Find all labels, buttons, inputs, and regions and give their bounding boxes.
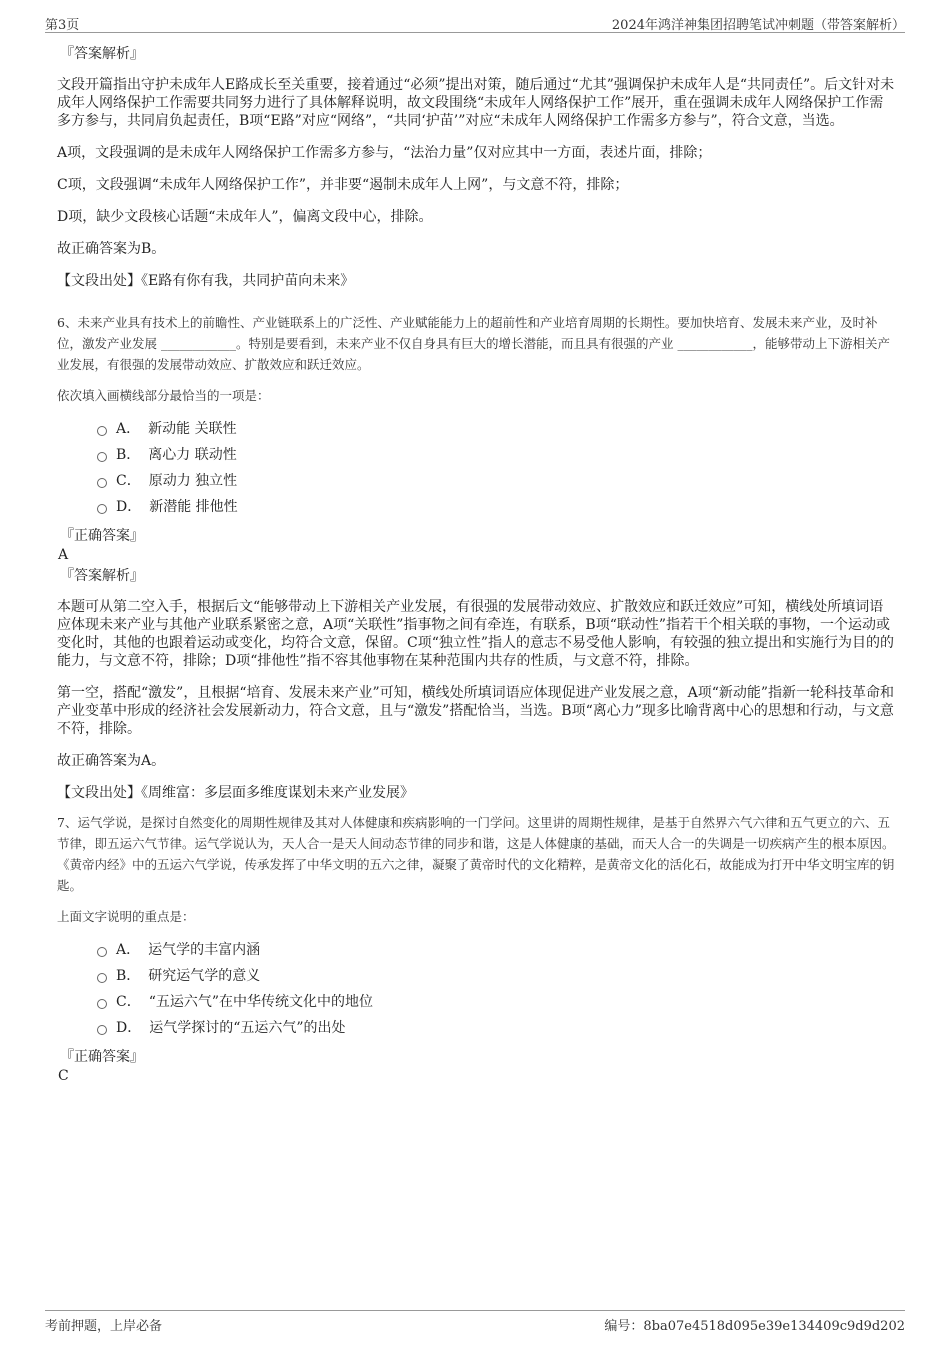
analysis-paragraph: C项，文段强调“未成年人网络保护工作”，并非要“遏制未成年人上网”，与文意不符，排除； <box>57 177 629 193</box>
document-id: 编号：8ba07e4518d095e39e134409c9d9d202 <box>604 1319 905 1334</box>
source-citation: 【文段出处】《周维富：多层面多维度谋划未来产业发展》 <box>57 785 414 801</box>
analysis-paragraph: 故正确答案为A。 <box>57 753 166 769</box>
option-list <box>97 416 897 520</box>
page-header <box>45 12 905 33</box>
radio-icon[interactable] <box>97 999 107 1009</box>
option-d[interactable]: D． 新潜能 排他性 <box>97 494 897 520</box>
footer-slogan: 考前押题，上岸必备 <box>45 1319 163 1334</box>
answer-value: A <box>58 547 69 563</box>
radio-icon[interactable] <box>97 973 107 983</box>
analysis-paragraph: A项，文段强调的是未成年人网络保护工作需多方参与，“法治力量”仅对应其中一方面，表述片面，排除； <box>57 145 712 161</box>
analysis-label: 『答案解析』 <box>60 568 144 584</box>
question-prompt: 依次填入画横线部分最恰当的一项是： <box>57 388 270 403</box>
answer-label: 『正确答案』 <box>60 1049 144 1065</box>
option-d[interactable]: D． 运气学探讨的“五运六气”的出处 <box>97 1015 897 1041</box>
option-b[interactable]: B． 离心力 联动性 <box>97 442 897 468</box>
option-list <box>97 937 897 1041</box>
analysis-paragraph: 文段开篇指出守护未成年人E路成长至关重要，接着通过“必须”提出对策，随后通过“尤其”强调保护未成年人是“共同责任”。后文针对未成年人网络保护工作需要共同努力进行了具体解释说明，故文段围绕“未成年人网络保护工作”展开，重在强调未成年人网络保护工作需多方参与，共同肩负起责任，B项“E路”对应“网络”，“共同‘护苗’”对应“未成年人网络保护工作需多方参与”，符合文意，当选。 <box>57 77 895 129</box>
page-number: 第3页 <box>45 18 80 33</box>
question-prompt: 上面文字说明的重点是： <box>57 909 195 924</box>
radio-icon[interactable] <box>97 478 107 488</box>
radio-icon[interactable] <box>97 504 107 514</box>
question-stem: 7、运气学说，是探讨自然变化的周期性规律及其对人体健康和疾病影响的一门学问。这里讲的周期性规律，是基于自然界六气六律和五气更立的六、五节律，即五运六气节律。运气学说认为，天人合一是天人间动态节律的同步和谐，这是人体健康的基础，而天人合一的失调是一切疾病产生的根本原因。《黄帝内经》中的五运六气学说，传承发挥了中华文明的五六之律，凝聚了黄帝时代的文化精粹，是黄帝文化的活化石，故能成为打开中华文明宝库的钥匙。 <box>57 815 895 893</box>
source-citation: 【文段出处】《E路有你有我，共同护苗向未来》 <box>57 273 355 289</box>
radio-icon[interactable] <box>97 452 107 462</box>
page-footer <box>45 1310 905 1335</box>
answer-label: 『正确答案』 <box>60 528 144 544</box>
radio-icon[interactable] <box>97 947 107 957</box>
analysis-paragraph: 第一空，搭配“激发”，且根据“培育、发展未来产业”可知，横线处所填词语应体现促进产业发展之意，A项“新动能”指新一轮科技革命和产业变革中形成的经济社会发展新动力，符合文意，且与“激发”搭配恰当，当选。B项“离心力”现多比喻背离中心的思想和行动，与文意不符，排除。 <box>57 685 895 737</box>
radio-icon[interactable] <box>97 426 107 436</box>
analysis-paragraph: 本题可从第二空入手，根据后文“能够带动上下游相关产业发展，有很强的发展带动效应、扩散效应和跃迁效应”可知，横线处所填词语应体现未来产业与其他产业联系紧密之意，A项“关联性”指事物之间有牵连，有联系，B项“联动性”指若干个相关联的事物，一个运动或变化时，其他的也跟着运动或变化，均符合文意，保留。C项“独立性”指人的意志不易受他人影响，有较强的独立提出和实施行为目的的能力，与文意不符，排除；D项“排他性”指不容其他事物在某种范围内共存的性质，与文意不符，排除。 <box>57 599 895 669</box>
analysis-paragraph: 故正确答案为B。 <box>57 241 166 257</box>
answer-value: C <box>58 1068 69 1084</box>
radio-icon[interactable] <box>97 1025 107 1035</box>
page-content <box>57 44 897 1085</box>
option-c[interactable]: C． “五运六气”在中华传统文化中的地位 <box>97 989 897 1015</box>
option-c[interactable]: C． 原动力 独立性 <box>97 468 897 494</box>
analysis-label: 『答案解析』 <box>60 46 144 62</box>
option-a[interactable]: A． 新动能 关联性 <box>97 416 897 442</box>
analysis-paragraph: D项，缺少文段核心话题“未成年人”，偏离文段中心，排除。 <box>57 209 433 225</box>
document-title: 2024年鸿洋神集团招聘笔试冲刺题（带答案解析） <box>611 18 905 33</box>
question-stem: 6、未来产业具有技术上的前瞻性、产业链联系上的广泛性、产业赋能能力上的超前性和产业培育周期的长期性。要加快培育、发展未来产业，及时补位，激发产业发展 ____________。特别是要看到，未来产业不仅自身具有巨大的增长潜能，而且具有很强的产业 ____________，能够带动上下游相关产业发展，有很强的发展带动效应、扩散效应和跃迁效应。 <box>57 315 890 372</box>
option-b[interactable]: B． 研究运气学的意义 <box>97 963 897 989</box>
option-a[interactable]: A． 运气学的丰富内涵 <box>97 937 897 963</box>
